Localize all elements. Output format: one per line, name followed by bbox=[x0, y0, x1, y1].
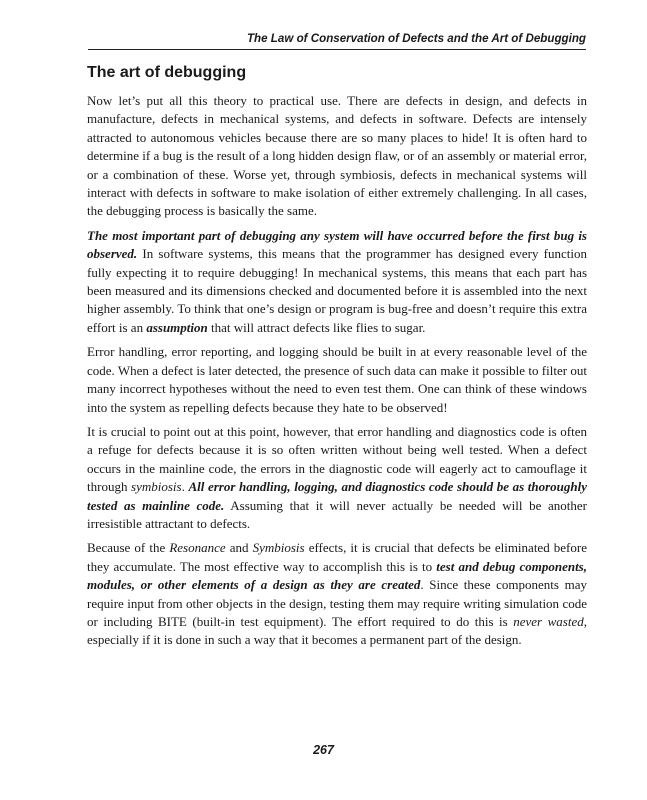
paragraph-text: that will attract defects like flies to sugar. bbox=[207, 319, 426, 335]
paragraph-text: . bbox=[181, 479, 189, 495]
section-title: The art of debugging bbox=[87, 64, 247, 81]
italic-term: symbiosis bbox=[131, 479, 182, 495]
emphasis-text: The most important part of debugging any system will have occurred before the first bug is observed. bbox=[87, 227, 587, 262]
paragraph-2 bbox=[87, 227, 587, 337]
italic-term: Symbiosis bbox=[252, 540, 305, 556]
body-text bbox=[87, 92, 587, 656]
emphasis-text: test and debug components, modules, or other elements of a design as they are created bbox=[87, 558, 587, 593]
paragraph-text: and bbox=[225, 540, 253, 556]
paragraph-text: Because of the bbox=[87, 540, 170, 556]
paragraph-3: Error handling, error reporting, and logging should be built in at every reasonable level of the code. When a defect is later detected, the presence of such data can make it possible to filter out many incorrect hypotheses without the need to even test them. One can think of these windows into the system as repelling defects because they hate to be observed! bbox=[87, 344, 587, 415]
paragraph-1: Now let’s put all this theory to practical use. There are defects in design, and defects in manufacture, defects in mechanical systems, and defects in software. Defects are intensely attracted to autonomous vehicles because there are so many places to hide! It is often hard to determine if a bug is the result of a long hidden design flaw, or of an assembly or material error, or a combination of these. Worse yet, through symbiosis, defects in mechanical systems will interact with defects in software to make isolation of either extremely challenging. In all cases, the debugging process is basically the same. bbox=[87, 93, 587, 219]
paragraph-4 bbox=[87, 423, 587, 533]
paragraph-text: effects, it is crucial that defects be eliminated before they accumulate. The most effective way to accomplish this is to bbox=[87, 540, 587, 574]
italic-term: Resonance bbox=[169, 540, 226, 556]
running-header: The Law of Conservation of Defects and the Art of Debugging bbox=[88, 31, 586, 50]
paragraph-text: Assuming that it will never actually be needed will be another irresistible attractant to defects. bbox=[87, 497, 587, 531]
page-number: 267 bbox=[313, 743, 334, 757]
italic-term: never wasted bbox=[513, 613, 584, 629]
emphasis-text: All error handling, logging, and diagnostics code should be as thoroughly tested as mainline code. bbox=[87, 479, 587, 513]
paragraph-text: , especially if it is done in such a way that it becomes a permanent part of the design. bbox=[87, 613, 587, 648]
paragraph-text: It is crucial to point out at this point, however, that error handling and diagnostics code is often a refuge for defects because it is so often written without being well tested. When a defect occurs in the mainline code, the errors in the diagnostic code will eagerly act to camouflage it through bbox=[87, 423, 587, 495]
emphasis-text: assumption bbox=[146, 319, 208, 335]
paragraph-text: In software systems, this means that the programmer has designed every function fully expecting it to require debugging! In mechanical systems, this means that each part has been measured and its dimensions checked and documented before it is assembled into the next higher assembly. To think that one’s design or program is bug-free and doesn’t require this extra effort is an bbox=[87, 246, 587, 335]
paragraph-5 bbox=[87, 539, 587, 649]
paragraph-text: . Since these components may require input from other objects in the design, testing them may require writing simulation code or including BITE (built-in test equipment). The effort required to do this is bbox=[87, 577, 587, 629]
